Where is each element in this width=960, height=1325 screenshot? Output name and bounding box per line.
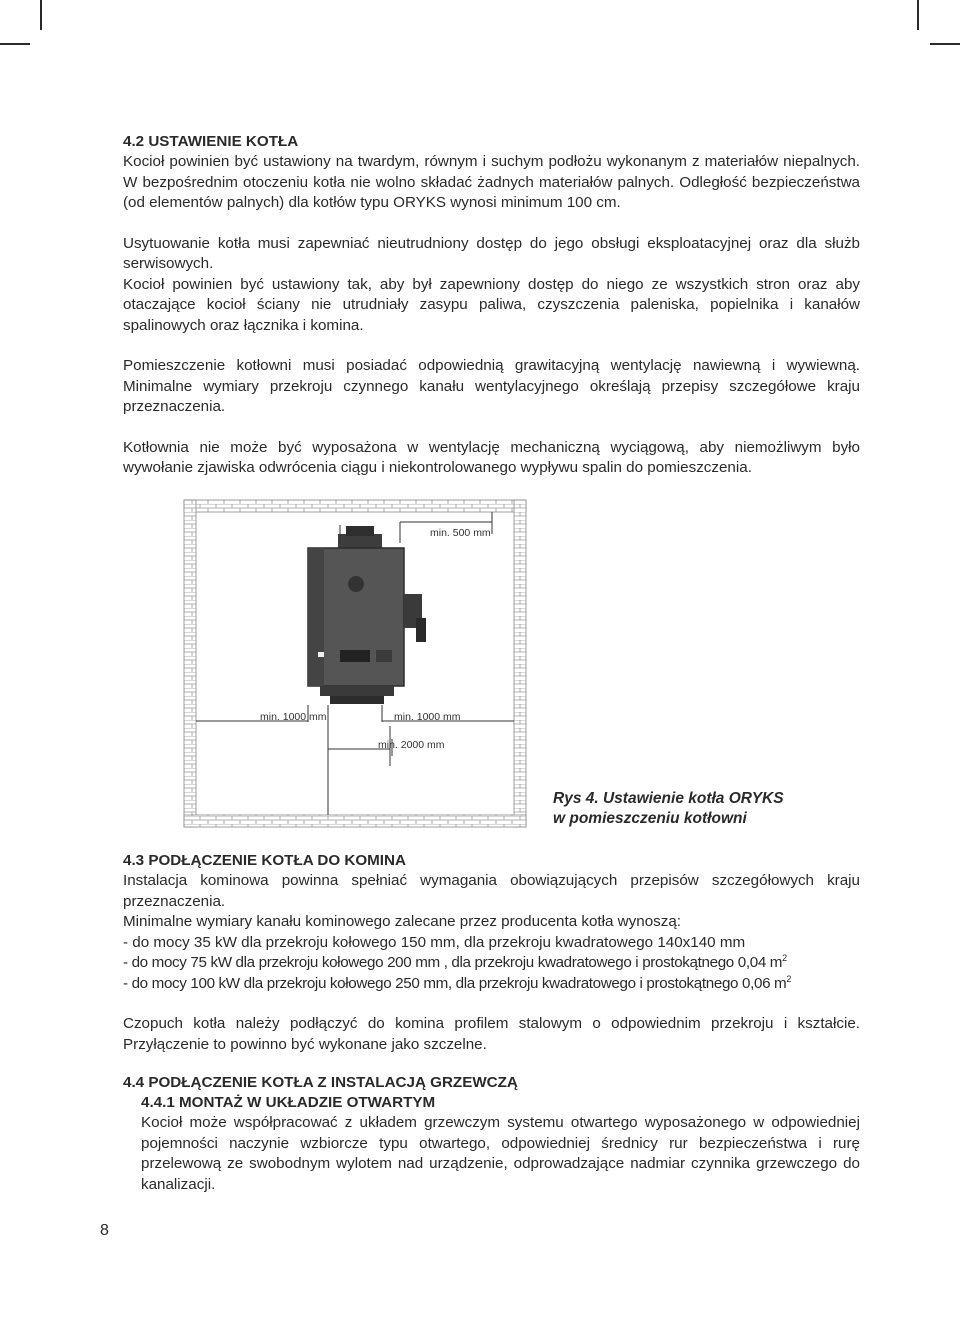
- caption-line: w pomieszczeniu kotłowni: [553, 810, 747, 827]
- list-item: - do mocy 75 kW dla przekroju kołowego 200 mm , dla przekroju kwadratowego i prostokątnego 0,04 $m^2$: [123, 952, 787, 971]
- wall-left: [184, 500, 196, 827]
- paragraph: Kotłownia nie może być wyposażona w wentylację mechaniczną wyciągową, aby niemożliwym było wywołanie zjawiska odwrócenia ciągu i niekontrolowanego wypływu spalin do pomieszczenia.: [123, 438, 860, 476]
- section-4-3: [123, 851, 860, 1055]
- paragraph: Usytuowanie kotła musi zapewniać nieutrudniony dostęp do jego obsługi eksploatacyjnej oraz dla służb serwisowych.: [123, 234, 860, 272]
- section-4-4: [123, 1073, 860, 1195]
- paragraph: Instalacja kominowa powinna spełniać wymagania obowiązujących przepisów szczegółowych kraju przeznaczenia.: [123, 872, 860, 910]
- section-heading: 4.2 USTAWIENIE KOTŁA: [123, 133, 299, 150]
- page-number: 8: [100, 1222, 109, 1239]
- paragraph: Czopuch kotła należy podłączyć do komina profilem stalowym o odpowiednim przekroju i kształcie. Przyłączenie to powinno być wykonane jako szczelne.: [123, 1015, 860, 1053]
- caption-line: Rys 4. Ustawienie kotła ORYKS: [553, 790, 784, 807]
- crop-mark: [0, 43, 30, 45]
- section-heading: 4.3 PODŁĄCZENIE KOTŁA DO KOMINA: [123, 852, 406, 869]
- paragraph: Pomieszczenie kotłowni musi posiadać odpowiednią grawitacyjną wentylację nawiewną i wywiewną. Minimalne wymiary przekroju czynnego kanału wentylacyjnego określają przepisy szczegółowe kraju przeznaczenia.: [123, 357, 860, 415]
- paragraph: Kocioł może współpracować z układem grzewczym systemu otwartego wyposażonego w odpowiedniej pojemności naczynie wzbiorcze typu otwartego, odpowiedniej średnicy rur bezpieczeństwa i rurę przelewową ze swobodnym wylotem nad urządzenie, odprowadzające nadmiar czynnika grzewczego do kanalizacji.: [141, 1114, 860, 1193]
- wall-bottom: [184, 815, 526, 827]
- wall-right: [514, 500, 526, 827]
- figure-caption: [553, 789, 784, 829]
- crop-mark: [40, 0, 42, 30]
- section-heading: 4.4 PODŁĄCZENIE KOTŁA Z INSTALACJĄ GRZEWCZĄ: [123, 1074, 518, 1091]
- dim-label-left: min. 1000 mm: [260, 711, 327, 723]
- list-item: - do mocy 35 kW dla przekroju kołowego 150 mm, dla przekroju kwadratowego 140x140 mm: [123, 933, 746, 951]
- subsection-heading: 4.4.1 MONTAŻ W UKŁADZIE OTWARTYM: [141, 1094, 436, 1111]
- dim-label-bottom: min. 2000 mm: [378, 739, 445, 751]
- paragraph: Kocioł powinien być ustawiony na twardym, równym i suchym podłożu wykonanym z materiałów niepalnych. W bezpośrednim otoczeniu kotła nie wolno składać żadnych materiałów palnych. Odległość bezpieczeństwa (od elementów palnych) dla kotłów typu ORYKS wynosi minimum 100 cm.: [123, 153, 860, 211]
- boiler-room-diagram: [180, 496, 530, 831]
- section-4-2: [123, 132, 860, 479]
- dim-label-top: min. 500 mm: [430, 527, 491, 539]
- crop-mark: [917, 0, 919, 30]
- wall-top: [184, 500, 526, 512]
- dim-label-right: min. 1000 mm: [394, 711, 461, 723]
- boiler-icon: [308, 526, 426, 704]
- paragraph: Kocioł powinien być ustawiony tak, aby był zapewniony dostęp do niego ze wszystkich stron oraz aby otaczające kocioł ściany nie utrudniały zasypu paliwa, czyszczenia paleniska, popielnika i kanałów spalinowych oraz łącznika i komina.: [123, 275, 860, 334]
- crop-mark: [930, 43, 960, 45]
- list-item: - do mocy 100 kW dla przekroju kołowego 250 mm, dla przekroju kwadratowego i prostokątnego 0,06 $m^2$: [123, 973, 791, 992]
- paragraph: Minimalne wymiary kanału kominowego zalecane przez producenta kotła wynoszą:: [123, 913, 681, 930]
